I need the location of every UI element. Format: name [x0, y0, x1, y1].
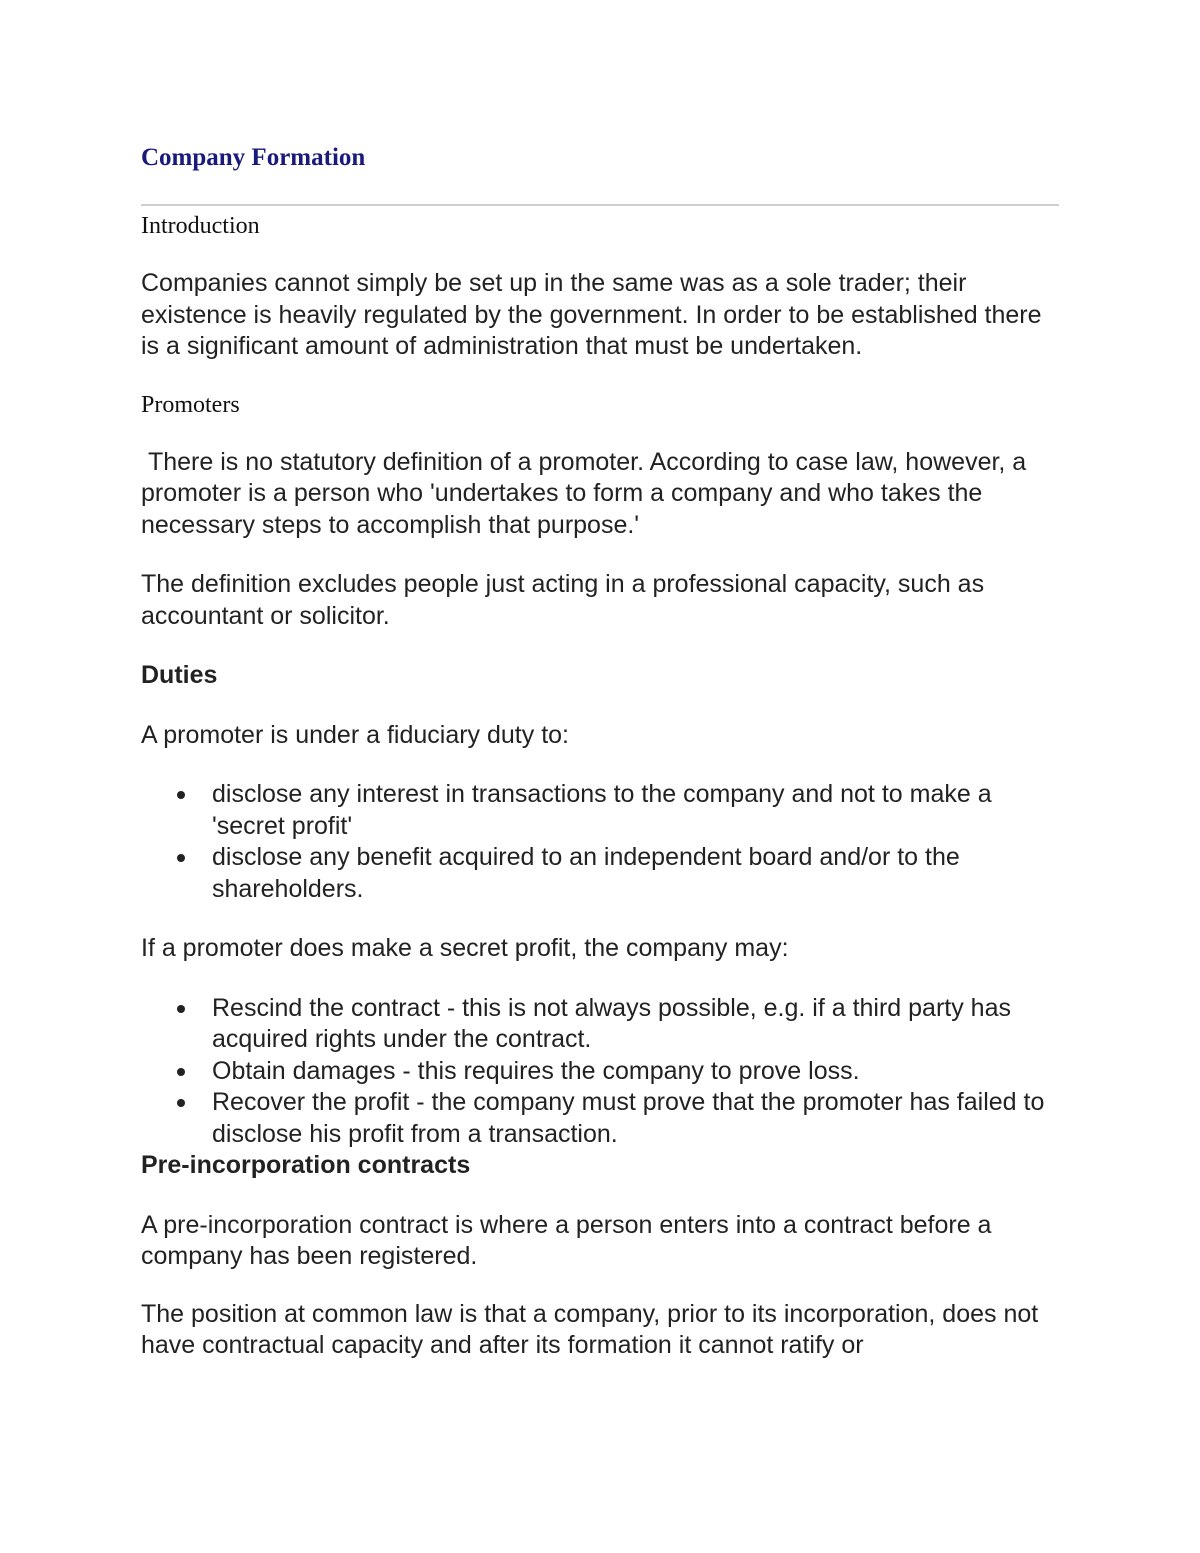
introduction-heading: Introduction: [141, 213, 260, 239]
pre-incorporation-paragraph-2: The position at common law is that a company, prior to its incorporation, does not have contractual capacity and after its formation it cannot ratify or: [141, 1299, 1039, 1359]
list-item: Rescind the contract - this is not always possible, e.g. if a third party has acquired rights under the contract.: [141, 993, 1059, 1056]
duties-intro: A promoter is under a fiduciary duty to:: [141, 720, 569, 749]
bullet-icon: [177, 1068, 185, 1076]
bullet-icon: [177, 1005, 185, 1013]
list-item: disclose any interest in transactions to the company and not to make a 'secret profit': [141, 779, 1059, 842]
promoters-paragraph-2: The definition excludes people just acting in a professional capacity, such as accountant or solicitor.: [141, 570, 985, 630]
bullet-icon: [177, 791, 185, 799]
list-item: disclose any benefit acquired to an independent board and/or to the shareholders.: [141, 842, 1059, 905]
list-item: Recover the profit - the company must prove that the promoter has failed to disclose his profit from a transaction.: [141, 1087, 1059, 1150]
bullet-icon: [177, 854, 185, 862]
duties-list: [141, 779, 1059, 905]
title-divider: [141, 204, 1059, 206]
secret-profit-list: [141, 993, 1059, 1151]
introduction-paragraph: Companies cannot simply be set up in the same was as a sole trader; their existence is heavily regulated by the government. In order to be established there is a significant amount of administration that must be undertaken.: [141, 269, 1042, 360]
document-title: Company Formation: [141, 144, 366, 171]
promoters-heading: Promoters: [141, 391, 240, 418]
secret-profit-intro: If a promoter does make a secret profit, the company may:: [141, 934, 789, 962]
pre-incorporation-paragraph-1: A pre-incorporation contract is where a person enters into a contract before a company has been registered.: [141, 1210, 992, 1270]
duties-heading: Duties: [141, 661, 218, 689]
document-page: [141, 140, 1059, 1362]
list-item: Obtain damages - this requires the company to prove loss.: [141, 1056, 1059, 1088]
pre-incorporation-heading: Pre-incorporation contracts: [141, 1151, 471, 1179]
bullet-icon: [177, 1099, 185, 1107]
promoters-paragraph-1: There is no statutory definition of a promoter. According to case law, however, a promoter is a person who 'undertakes to form a company and who takes the necessary steps to accomplish that purpose.': [141, 447, 1034, 539]
